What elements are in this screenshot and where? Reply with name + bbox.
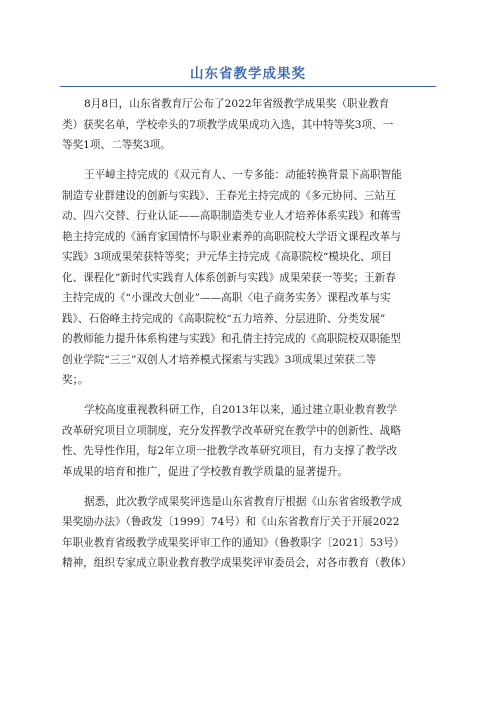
text-line: 的教师能力提升体系构建与实践》和孔倩主持完成的《高职院校双职能型 [62, 333, 401, 345]
document-title: 山东省教学成果奖 [190, 66, 306, 82]
text-line: 年职业教育省级教学成果奖评审工作的通知》（鲁教职字〔2021〕53号） [62, 536, 405, 549]
paragraph-research-work [62, 400, 436, 482]
text-line: 据悉，此次教学成果奖评选是山东省教育厅根据《山东省省级教学成 [84, 495, 402, 508]
text-line: 奖；。 [62, 374, 89, 386]
text-line: 改革研究项目立项制度，充分发挥教学改革研究在教学中的创新性、战略 [62, 424, 401, 437]
text-line: 王平嶂主持完成的《双元育人、一专多能：动能转换背景下高职智能 [84, 169, 402, 181]
text-line: 创业学院“三三”双创人才培养模式探索与实践》3项成果过荣获二等 [62, 353, 377, 366]
text-line: 制造专业群建设的创新与实践》、王春光主持完成的《多元协同、三站互 [62, 189, 396, 202]
title-underline [60, 86, 436, 87]
text-line: 类）获奖名单，学校牵头的7项教学成果成功入选，其中特等奖3项、一 [62, 118, 394, 131]
text-line: 等奖1项、二等奖3项。 [62, 139, 171, 151]
text-line: 动、四六交替、行业认证——高职制造类专业人才培养体系实践》和蒋雪 [62, 210, 401, 222]
text-line: 学校高度重视教科研工作，自2013年以来，通过建立职业教育教学 [84, 404, 397, 416]
paragraph-evaluation-background [62, 492, 436, 574]
text-line: 化、课程化”新时代实践育人体系创新与实践》成果荣获一等奖；王新春 [62, 271, 396, 284]
text-line: 性、先导性作用，每2年立项一批教学改革研究项目，有力支撑了教学改 [62, 445, 398, 457]
paragraph-award-announcement [62, 94, 436, 156]
text-line: 精神，组织专家成立职业教育教学成果奖评审委员会，对各市教育（教体） [62, 557, 412, 569]
text-line: 实践》3项成果荣获特等奖；尹元华主持完成《高职院校“模块化、项目 [62, 251, 392, 263]
document-body [62, 94, 436, 583]
text-line: 革成果的培育和推广，促进了学校教育教学质量的显著提升。 [62, 465, 349, 478]
text-line: 果奖励办法》（鲁政发〔1999〕74号）和《山东省教育厅关于开展2022 [62, 516, 400, 528]
paragraph-award-details [62, 165, 436, 391]
text-line: 主持完成的《“小课改大创业”——高职〈电子商务实务〉课程改革与实 [62, 292, 391, 304]
text-line: 艳主持完成的《涵育家国情怀与职业素养的高职院校大学语文课程改革与 [62, 230, 401, 243]
text-line: 8月8日，山东省教育厅公布了2022年省级教学成果奖（职业教育 [84, 98, 390, 110]
text-line: 践》、石俗峰主持完成的《高职院校“五力培养、分层进阶、分类发展” [62, 312, 386, 325]
